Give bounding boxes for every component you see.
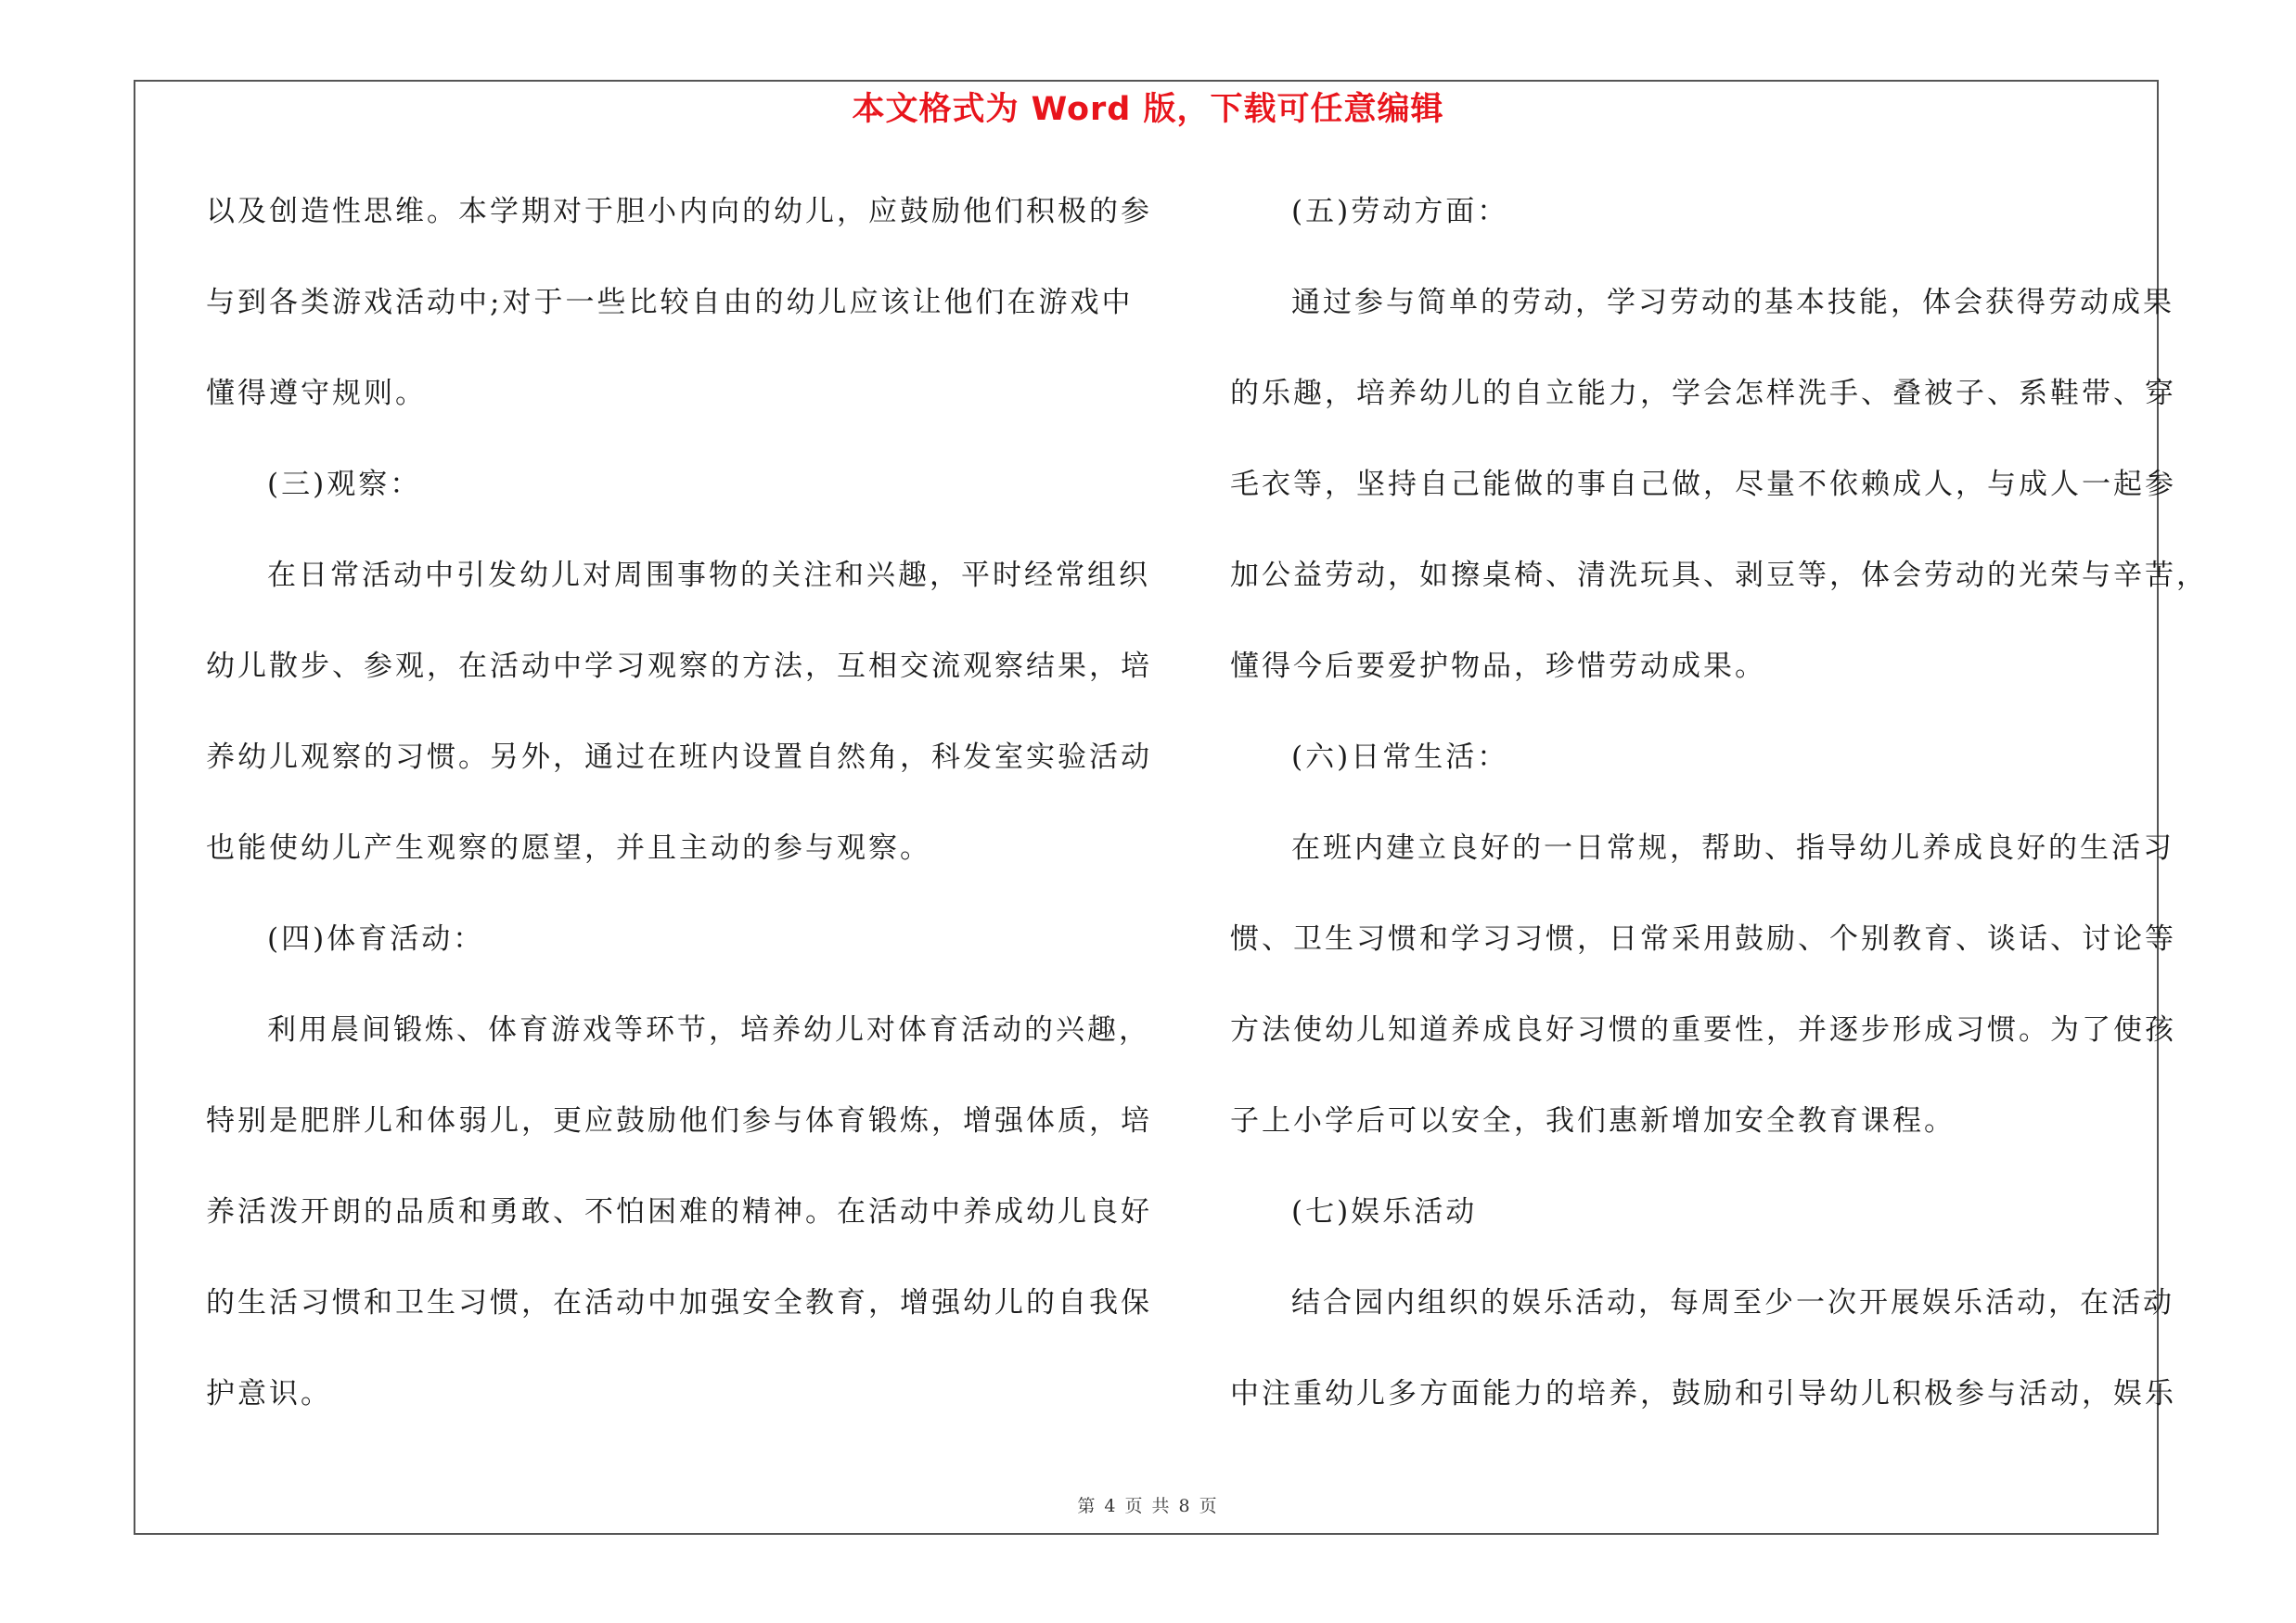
right-text-column: [1230, 182, 2208, 1455]
text-line: 在班内建立良好的一日常规，帮助、指导幼儿养成良好的生活习: [1291, 831, 2174, 865]
text-line: 中注重幼儿多方面能力的培养，鼓励和引导幼儿积极参与活动，娱乐: [1230, 1377, 2176, 1410]
text-line: 养幼儿观察的习惯。另外，通过在班内设置自然角，科发室实验活动: [206, 741, 1152, 774]
text-line: 与到各类游戏活动中;对于一些比较自由的幼儿应该让他们在游戏中: [206, 286, 1134, 319]
text-line: (六)日常生活：: [1291, 741, 1509, 774]
text-line: 利用晨间锻炼、体育游戏等环节，培养幼儿对体育活动的兴趣，: [267, 1013, 1150, 1047]
text-line: 子上小学后可以安全，我们惠新增加安全教育课程。: [1230, 1104, 1956, 1138]
page-number: 第 4 页 共 8 页: [1077, 1496, 1219, 1516]
text-line: 的乐趣，培养幼儿的自立能力，学会怎样洗手、叠被子、系鞋带、穿: [1230, 377, 2176, 410]
text-line: 加公益劳动，如擦桌椅、清洗玩具、剥豆等，体会劳动的光荣与辛苦，: [1230, 559, 2208, 592]
left-text-column: [206, 182, 1152, 1455]
text-line: 方法使幼儿知道养成良好习惯的重要性，并逐步形成习惯。为了使孩: [1230, 1013, 2176, 1047]
text-line: 懂得今后要爱护物品，珍惜劳动成果。: [1230, 650, 1766, 683]
format-banner: 本文格式为 Word 版，下载可任意编辑: [852, 91, 1444, 128]
text-line: 幼儿散步、参观，在活动中学习观察的方法，互相交流观察结果，培: [206, 650, 1152, 683]
text-line: 懂得遵守规则。: [206, 377, 427, 410]
text-line: 结合园内组织的娱乐活动，每周至少一次开展娱乐活动，在活动: [1291, 1286, 2174, 1320]
text-line: 在日常活动中引发幼儿对周围事物的关注和兴趣，平时经常组织: [267, 559, 1150, 592]
text-line: 特别是肥胖儿和体弱儿，更应鼓励他们参与体育锻炼，增强体质，培: [206, 1104, 1152, 1138]
text-line: 护意识。: [206, 1377, 332, 1410]
text-line: (三)观察：: [267, 468, 422, 501]
text-line: (四)体育活动：: [267, 922, 485, 956]
text-line: 毛衣等，坚持自己能做的事自己做，尽量不依赖成人，与成人一起参: [1230, 468, 2176, 501]
text-line: 也能使幼儿产生观察的愿望，并且主动的参与观察。: [206, 831, 931, 865]
text-line: 通过参与简单的劳动，学习劳动的基本技能，体会获得劳动成果: [1291, 286, 2174, 319]
text-line: (七)娱乐活动: [1291, 1195, 1478, 1229]
text-line: 惯、卫生习惯和学习习惯，日常采用鼓励、个别教育、谈话、讨论等: [1230, 922, 2176, 956]
text-line: 以及创造性思维。本学期对于胆小内向的幼儿，应鼓励他们积极的参: [206, 195, 1152, 228]
text-line: 的生活习惯和卫生习惯，在活动中加强安全教育，增强幼儿的自我保: [206, 1286, 1152, 1320]
text-line: 养活泼开朗的品质和勇敢、不怕困难的精神。在活动中养成幼儿良好: [206, 1195, 1152, 1229]
text-line: (五)劳动方面：: [1291, 195, 1509, 228]
